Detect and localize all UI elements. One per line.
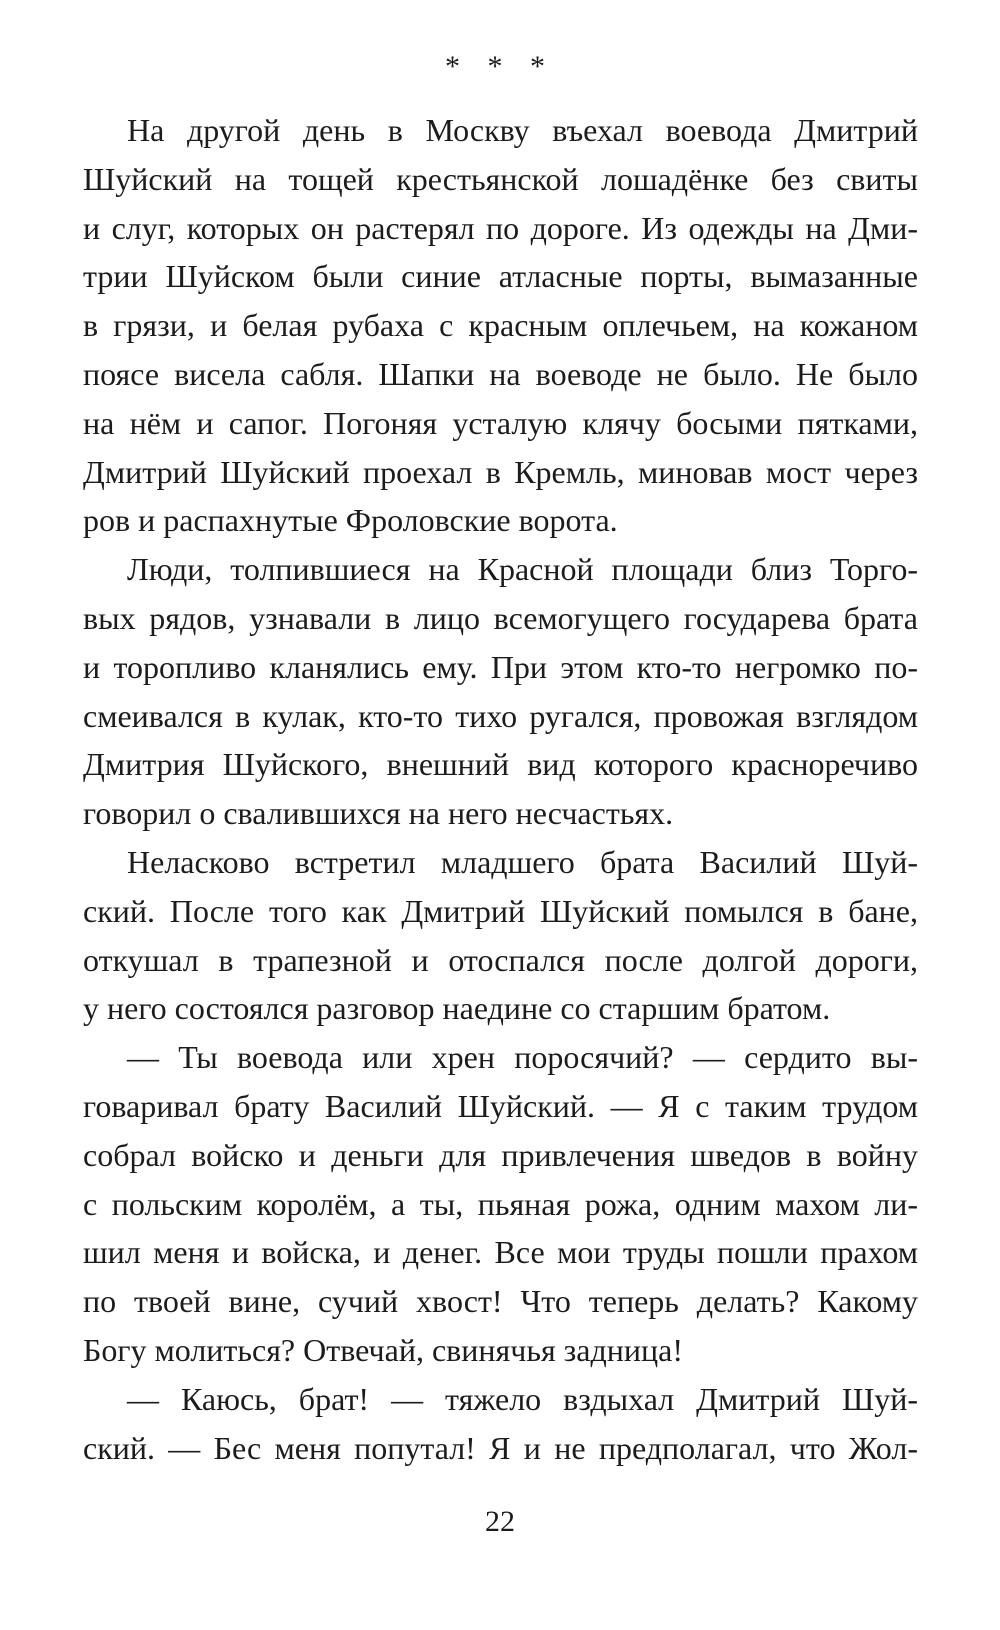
section-divider: * * * xyxy=(445,50,555,83)
text-line: шил меня и войска, и денег. Все мои труды пошли прахом xyxy=(83,1234,918,1271)
text-line: — Каюсь, брат! — тяжело вздыхал Дмитрий Шуй- xyxy=(127,1380,918,1417)
paragraph-1 xyxy=(83,106,918,545)
text-line: с польским королём, а ты, пьяная рожа, одним махом ли- xyxy=(83,1185,918,1222)
text-line: ский. — Бес меня попутал! Я и не предполагал, что Жол- xyxy=(83,1429,918,1466)
paragraph-5 xyxy=(83,1375,918,1473)
text-line: и слуг, которых он растерял по дороге. Из одежды на Дми- xyxy=(83,209,918,246)
text-line: откушал в трапезной и отоспался после долгой дороги, xyxy=(83,941,918,978)
text-line: На другой день в Москву въехал воевода Дмитрий xyxy=(127,112,918,148)
paragraph-2 xyxy=(83,545,918,838)
text-line: Неласково встретил младшего брата Василий Шуй- xyxy=(127,843,918,880)
text-line: Дмитрия Шуйского, внешний вид которого красноречиво xyxy=(83,746,918,783)
text-line: Дмитрий Шуйский проехал в Кремль, миновав мост через xyxy=(83,453,918,490)
text-line: Люди, толпившиеся на Красной площади близ Торго- xyxy=(127,551,918,588)
text-line: Богу молиться? Отвечай, свинячья задница! xyxy=(83,1331,684,1368)
text-line: и торопливо кланялись ему. При этом кто-то негромко по- xyxy=(83,648,918,685)
text-line: вых рядов, узнавали в лицо всемогущего государева брата xyxy=(83,599,918,636)
paragraph-3 xyxy=(83,838,918,1033)
text-line: поясе висела сабля. Шапки на воеводе не было. Не было xyxy=(83,355,918,392)
text-line: говорил о свалившихся на него несчастьях. xyxy=(83,795,674,832)
text-line: — Ты воевода или хрен поросячий? — сердито вы- xyxy=(127,1039,918,1076)
paragraph-4 xyxy=(83,1033,918,1375)
text-line: на нём и сапог. Погоняя усталую клячу босыми пятками, xyxy=(83,404,918,441)
text-line: смеивался в кулак, кто-то тихо ругался, провожая взглядом xyxy=(83,697,918,734)
text-line: ский. После того как Дмитрий Шуйский помылся в бане, xyxy=(83,892,918,929)
text-line: собрал войско и деньги для привлечения шведов в войну xyxy=(83,1136,918,1173)
text-line: ров и распахнутые Фроловские ворота. xyxy=(83,502,618,539)
text-line: в грязи, и белая рубаха с красным оплечьем, на кожаном xyxy=(83,307,918,344)
body-text xyxy=(83,106,918,1472)
text-line: трии Шуйском были синие атласные порты, вымазанные xyxy=(83,258,918,295)
page-number: 22 xyxy=(485,1505,515,1538)
text-line: у него состоялся разговор наедине со старшим братом. xyxy=(83,990,831,1027)
text-line: по твоей вине, сучий хвост! Что теперь делать? Какому xyxy=(83,1283,918,1320)
text-line: говаривал брату Василий Шуйский. — Я с таким трудом xyxy=(83,1087,918,1124)
text-line: Шуйский на тощей крестьянской лошадёнке без свиты xyxy=(83,160,918,197)
